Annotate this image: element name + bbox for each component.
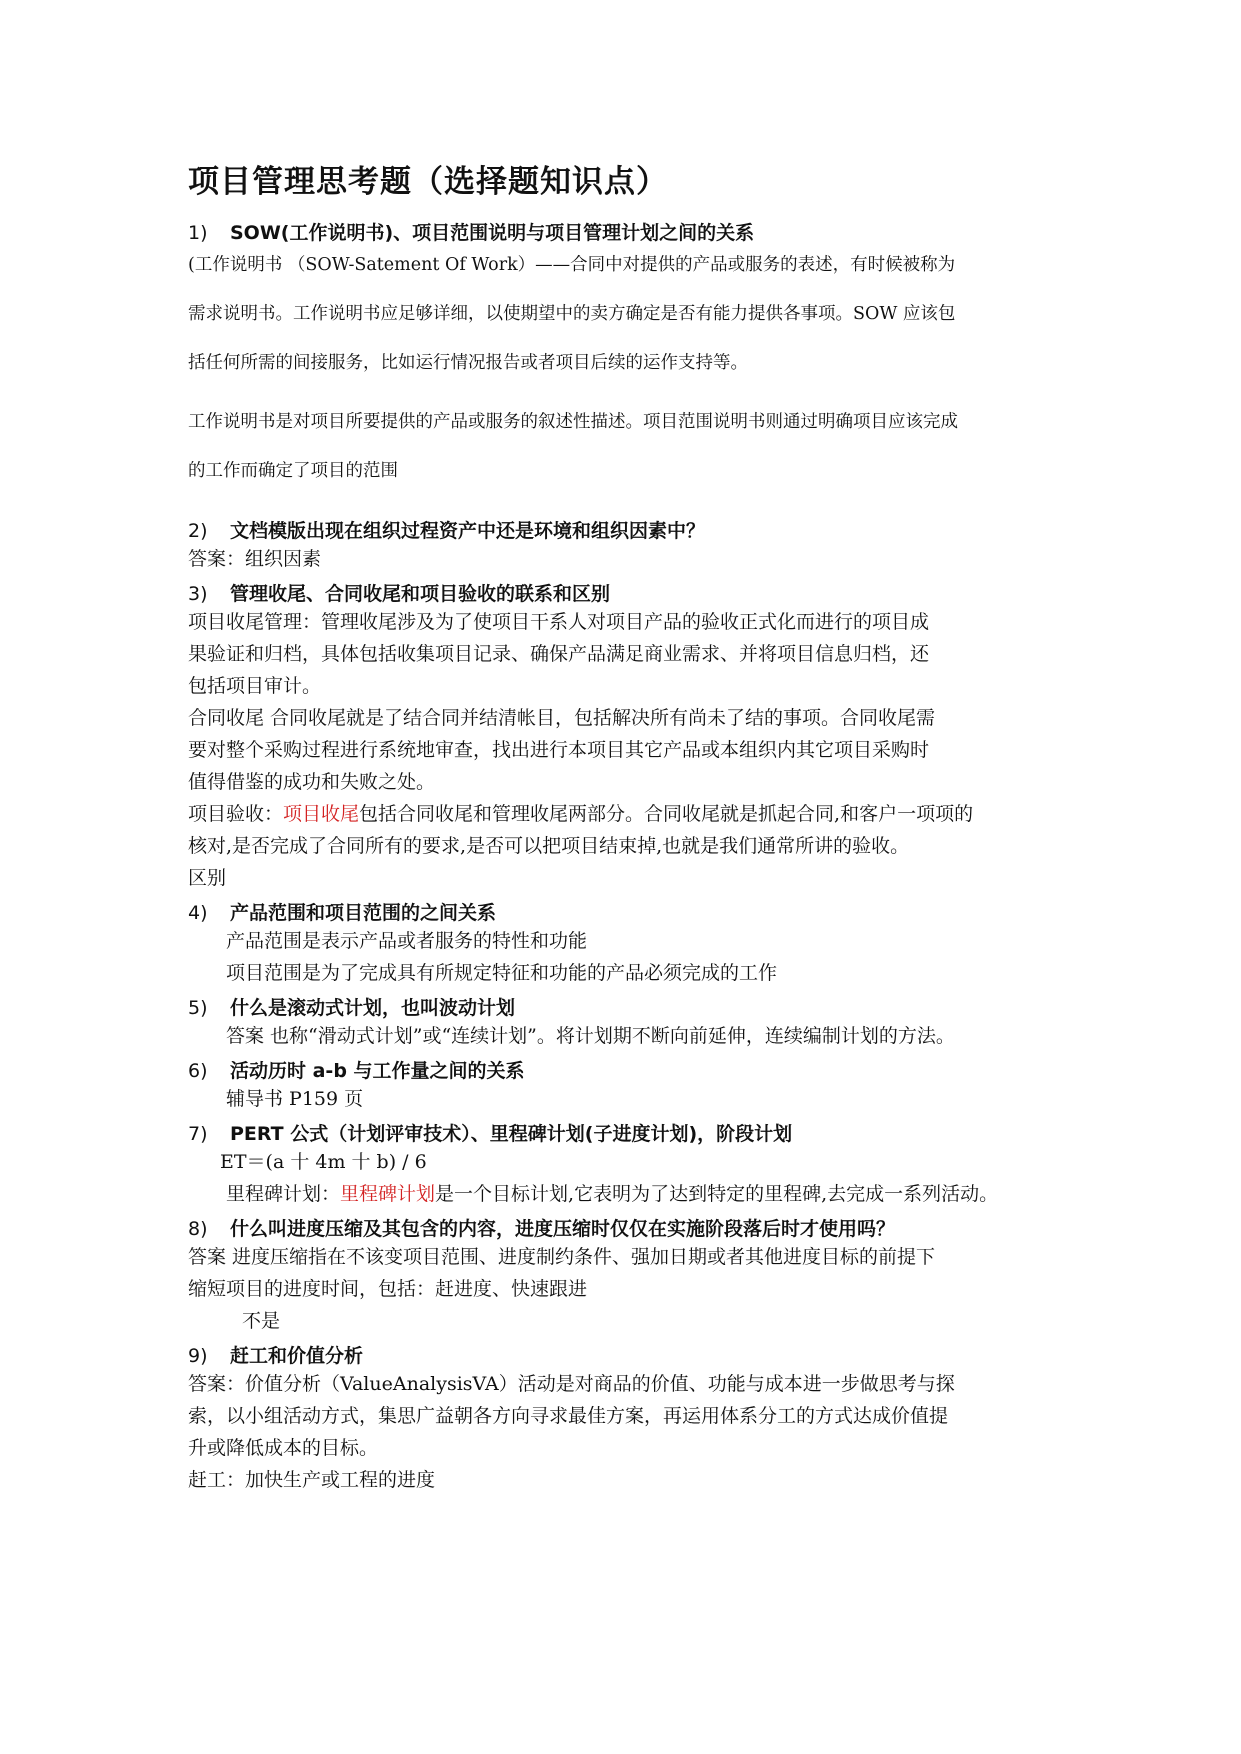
question-text: SOW(工作说明书)、项目范围说明与项目管理计划之间的关系 [230,222,755,244]
question-text: 活动历时 a-b 与工作量之间的关系 [230,1060,525,1082]
paragraph-line: 区别 [188,867,227,889]
paragraph-line: 答案：价值分析（ValueAnalysisVA）活动是对商品的价值、功能与成本进一步做思考与探 [188,1373,955,1395]
question-number: 5) [188,997,208,1019]
question-2-heading [188,516,1058,543]
answer-text: 辅导书 P159 页 [226,1088,364,1110]
question-number: 7) [188,1123,208,1145]
paragraph-line: 项目收尾管理：管理收尾涉及为了使项目干系人对项目产品的验收正式化而进行的项目成 [188,611,930,633]
question-text: 产品范围和项目范围的之间关系 [230,902,497,924]
document-page [188,160,1058,1496]
label-prefix: 里程碑计划： [226,1183,341,1205]
paragraph-line: 包括项目审计。 [188,675,322,697]
question-text: 文档模版出现在组织过程资产中还是环境和组织因素中？ [230,520,706,542]
page-title: 项目管理思考题（选择题知识点） [188,164,668,200]
label-prefix: 项目验收： [188,803,284,825]
question-number: 9) [188,1345,208,1367]
paragraph-line [188,1178,1058,1210]
paragraph-line: 索，以小组活动方式，集思广益朝各方向寻求最佳方案，再运用体系分工的方式达成价值提 [188,1405,949,1427]
question-9-heading [188,1341,1058,1368]
question-number: 4) [188,902,208,924]
answer-text: 不是 [242,1310,281,1332]
paragraph-line: 工作说明书是对项目所要提供的产品或服务的叙述性描述。项目范围说明书则通过明确项目应该完成 [188,412,958,432]
paragraph-text: 是一个目标计划,它表明为了达到特定的里程碑,去完成一系列活动。 [435,1183,999,1205]
paragraph-line: (工作说明书 （SOW-Satement Of Work）——合同中对提供的产品或服务的表述，有时候被称为 [188,255,956,275]
question-4-heading [188,898,1058,925]
paragraph-line: 的工作而确定了项目的范围 [188,461,398,481]
question-text: 赶工和价值分析 [230,1345,364,1367]
paragraph-line: 升或降低成本的目标。 [188,1437,379,1459]
paragraph-line: 要对整个采购过程进行系统地审查，找出进行本项目其它产品或本组织内其它项目采购时 [188,739,930,761]
paragraph-line: 合同收尾 合同收尾就是了结合同并结清帐目，包括解决所有尚未了结的事项。合同收尾需 [188,707,936,729]
paragraph-line: 产品范围是表示产品或者服务的特性和功能 [226,930,588,952]
question-number: 8) [188,1218,208,1240]
paragraph-text: 包括合同收尾和管理收尾两部分。合同收尾就是抓起合同,和客户一项项的 [359,803,974,825]
question-number: 6) [188,1060,208,1082]
question-text: 管理收尾、合同收尾和项目验收的联系和区别 [230,583,611,605]
highlighted-term: 项目收尾 [283,803,360,825]
answer-text: 答案：组织因素 [188,548,322,570]
highlighted-term: 里程碑计划 [340,1183,436,1205]
paragraph-line: 果验证和归档，具体包括收集项目记录、确保产品满足商业需求、并将项目信息归档，还 [188,643,930,665]
paragraph-line: 缩短项目的进度时间，包括：赶进度、快速跟进 [188,1278,588,1300]
question-7-heading [188,1119,1058,1146]
question-5-heading [188,993,1058,1020]
question-8-heading [188,1214,1058,1241]
paragraph-line: 需求说明书。工作说明书应足够详细，以使期望中的卖方确定是否有能力提供各事项。SOW 应该包 [188,304,956,324]
answer-text: 答案 也称“滑动式计划”或“连续计划”。将计划期不断向前延伸，连续编制计划的方法。 [226,1025,955,1047]
paragraph-line: 赶工：加快生产或工程的进度 [188,1469,436,1491]
paragraph-line: 答案 进度压缩指在不该变项目范围、进度制约条件、强加日期或者其他进度目标的前提下 [188,1246,936,1268]
question-text: 什么叫进度压缩及其包含的内容，进度压缩时仅仅在实施阶段落后时才使用吗？ [230,1218,896,1240]
paragraph-line: 括任何所需的间接服务，比如运行情况报告或者项目后续的运作支持等。 [188,353,748,373]
question-number: 2) [188,520,208,542]
formula-text: ET＝(a 十 4m 十 b) / 6 [220,1151,427,1173]
question-text: 什么是滚动式计划，也叫波动计划 [230,997,516,1019]
question-number: 1) [188,222,208,244]
paragraph-line [188,798,1058,830]
question-text: PERT 公式（计划评审技术）、里程碑计划(子进度计划)，阶段计划 [230,1123,793,1145]
question-3-heading [188,579,1058,606]
paragraph-line: 核对,是否完成了合同所有的要求,是否可以把项目结束掉,也就是我们通常所讲的验收。 [188,835,910,857]
question-6-heading [188,1056,1058,1083]
paragraph-line: 值得借鉴的成功和失败之处。 [188,771,436,793]
question-number: 3) [188,583,208,605]
paragraph-line: 项目范围是为了完成具有所规定特征和功能的产品必须完成的工作 [226,962,778,984]
